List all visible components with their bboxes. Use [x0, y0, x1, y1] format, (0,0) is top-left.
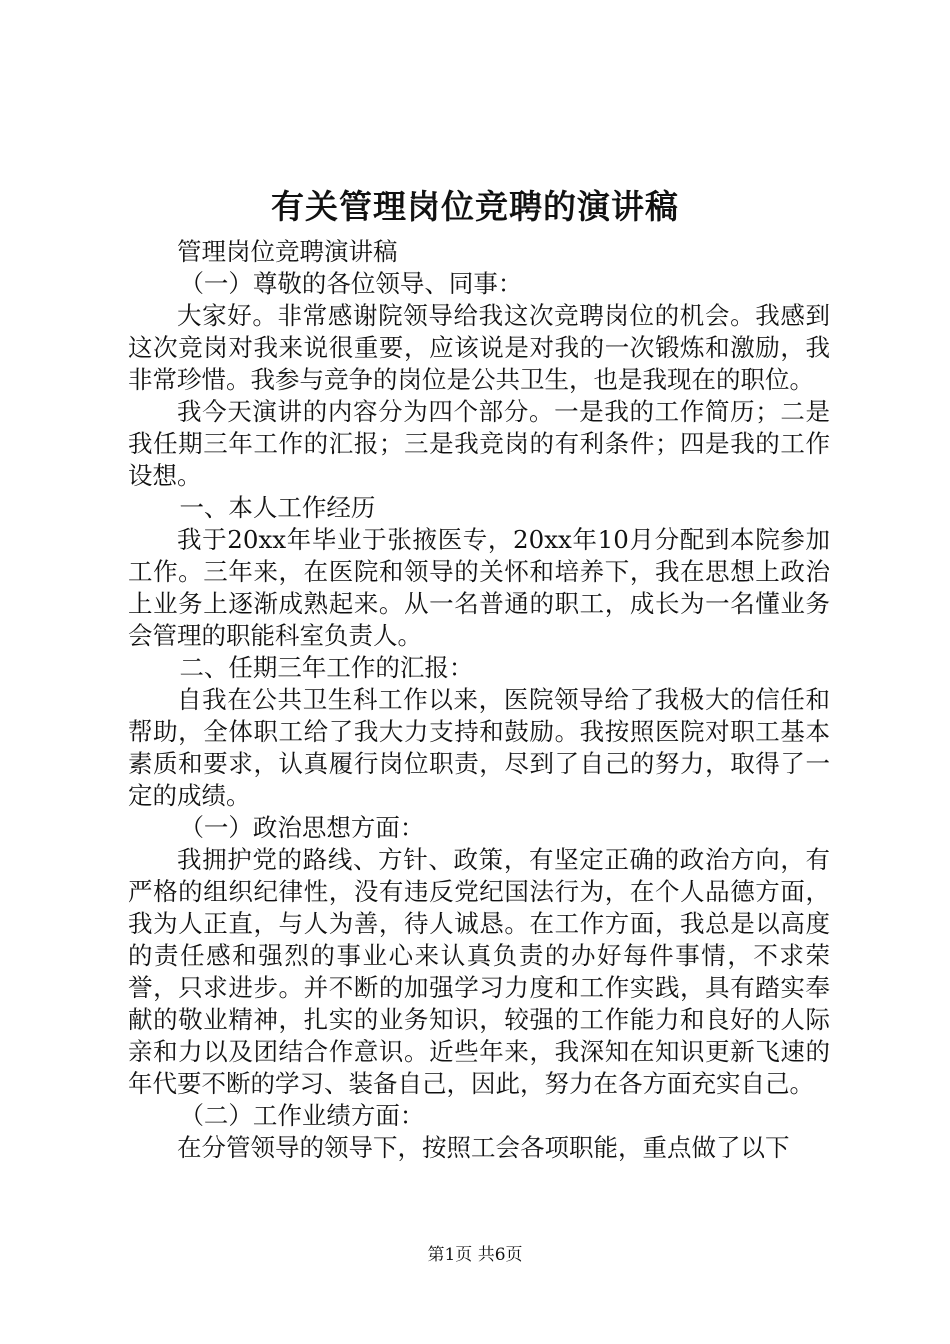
- paragraph: 自我在公共卫生科工作以来，医院领导给了我极大的信任和帮助，全体职工给了我大力支持和鼓励。我按照医院对职工基本素质和要求，认真履行岗位职责，尽到了自己的努力，取得了一定的成绩。: [128, 685, 830, 810]
- section-heading: 二、任期三年工作的汇报：: [179, 653, 474, 682]
- section-heading: 一、本人工作经历: [179, 493, 376, 522]
- paragraph: 我拥护党的路线、方针、政策，有坚定正确的政治方向，有严格的组织纪律性，没有违反党纪国法行为，在个人品德方面，我为人正直，与人为善，待人诚恳。在工作方面，我总是以高度的责任感和强烈的事业心来认真负责的办好每件事情，不求荣誉，只求进步。并不断的加强学习力度和工作实践，具有踏实奉献的敬业精神，扎实的业务知识，较强的工作能力和良好的人际亲和力以及团结合作意识。近些年来，我深知在知识更新飞速的年代要不断的学习、装备自己，因此，努力在各方面充实自己。: [128, 845, 830, 1098]
- paragraph: 大家好。非常感谢院领导给我这次竞聘岗位的机会。我感到这次竞岗对我来说很重要，应该说是对我的一次锻炼和激励，我非常珍惜。我参与竞争的岗位是公共卫生，也是我现在的职位。: [128, 301, 830, 394]
- subsection-heading: （一）政治思想方面：: [179, 813, 425, 842]
- paragraph: 我于20xx年毕业于张掖医专，20xx年10月分配到本院参加工作。三年来，在医院和领导的关怀和培养下，我在思想上政治上业务上逐渐成熟起来。从一名普通的职工，成长为一名懂业务会管理的职能科室负责人。: [128, 525, 830, 650]
- paragraph: 我今天演讲的内容分为四个部分。一是我的工作简历；二是我任期三年工作的汇报；三是我竞岗的有利条件；四是我的工作设想。: [128, 397, 830, 490]
- paragraph: 管理岗位竞聘演讲稿: [177, 237, 398, 266]
- document-title: 有关管理岗位竞聘的演讲稿: [271, 187, 679, 226]
- paragraph: 在分管领导的领导下，按照工会各项职能，重点做了以下: [177, 1133, 790, 1162]
- paragraph: （一）尊敬的各位领导、同事：: [179, 269, 523, 298]
- page-number-footer: 第1页 共6页: [427, 1245, 523, 1265]
- document-body: [128, 236, 830, 1164]
- subsection-heading: （二）工作业绩方面：: [179, 1101, 425, 1130]
